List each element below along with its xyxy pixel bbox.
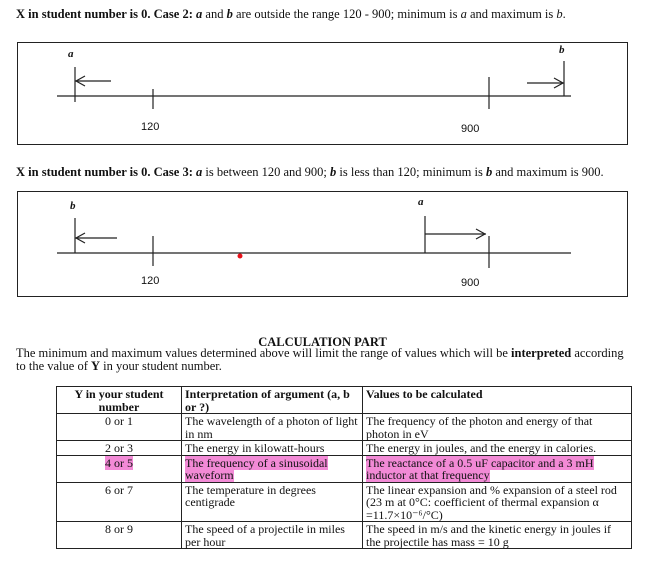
- highlight-y: 4 or 5: [105, 455, 133, 470]
- cell-y: 2 or 3: [57, 441, 182, 456]
- table-row: [57, 441, 632, 456]
- calculation-title: CALCULATION PART: [258, 335, 387, 349]
- header-y: Y in your student number: [57, 387, 182, 414]
- cell-interpretation: The speed of a projectile in miles per hour: [182, 522, 363, 549]
- cell-values: The linear expansion and % expansion of a steel rod (23 m at 0°C: coefficient of thermal expansion α =11.7×10⁻⁶/°C): [363, 482, 632, 522]
- highlight-interpretation: The frequency of a sinusoidal waveform: [185, 455, 328, 482]
- interpreted-word: interpreted: [511, 346, 572, 360]
- case3-var-b: b: [330, 165, 337, 179]
- calculation-intro: The minimum and maximum values determined above will limit the range of values which will be interpreted according to the value of Y in your student number.: [16, 346, 624, 373]
- cell-values: The frequency of the photon and energy of that photon in eV: [363, 414, 632, 441]
- cell-y: 6 or 7: [57, 482, 182, 522]
- case3-var-a: a: [196, 165, 203, 179]
- case3-number-line-box: [17, 191, 628, 297]
- case2-description: X in student number is 0. Case 2: a and b are outside the range 120 - 900; minimum is a and maximum is b.: [16, 7, 566, 21]
- case3-intro: X in student number is 0.: [16, 165, 151, 179]
- case3-label: Case 3:: [153, 165, 193, 179]
- cell-interpretation: The energy in kilowatt-hours: [182, 441, 363, 456]
- table-row: [57, 522, 632, 549]
- header-values: Values to be calculated: [363, 387, 632, 414]
- table-row: [57, 414, 632, 441]
- cell-values: [363, 455, 632, 482]
- cell-interpretation: The wavelength of a photon of light in nm: [182, 414, 363, 441]
- cell-values: The energy in joules, and the energy in calories.: [363, 441, 632, 456]
- case2-right-var: b: [559, 44, 565, 56]
- case2-var-b: b: [226, 7, 233, 21]
- table-row-highlighted: [57, 455, 632, 482]
- case3-tick-label-900: 900: [461, 277, 480, 289]
- case2-number-line: [18, 43, 627, 144]
- case3-description: X in student number is 0. Case 3: a is between 120 and 900; b is less than 120; minimum is b and maximum is 900.: [16, 165, 604, 179]
- table-row: [57, 482, 632, 522]
- cell-y: 8 or 9: [57, 522, 182, 549]
- case2-label: Case 2:: [153, 7, 193, 21]
- case3-number-line: [18, 192, 627, 296]
- case3-right-var: a: [418, 196, 424, 208]
- case2-intro: X in student number is 0.: [16, 7, 151, 21]
- case2-left-var: a: [68, 48, 74, 60]
- cell-values: The speed in m/s and the kinetic energy in joules if the projectile has mass = 10 g: [363, 522, 632, 549]
- calculation-table: [56, 386, 632, 549]
- highlight-values: The reactance of a 0.5 uF capacitor and a 3 mH inductor at that frequency: [366, 455, 594, 482]
- header-interpretation: Interpretation of argument (a, b or ?): [182, 387, 363, 414]
- case3-tick-label-120: 120: [141, 275, 160, 287]
- table-header-row: [57, 387, 632, 414]
- case2-tick-label-900: 900: [461, 123, 480, 135]
- case2-number-line-box: [17, 42, 628, 145]
- case3-left-var: b: [70, 200, 76, 212]
- cell-y: [57, 455, 182, 482]
- red-dot-marker: [238, 254, 243, 259]
- cell-y: 0 or 1: [57, 414, 182, 441]
- cell-interpretation: The temperature in degrees centigrade: [182, 482, 363, 522]
- case2-tick-label-120: 120: [141, 121, 160, 133]
- case2-var-a: a: [196, 7, 203, 21]
- cell-interpretation: [182, 455, 363, 482]
